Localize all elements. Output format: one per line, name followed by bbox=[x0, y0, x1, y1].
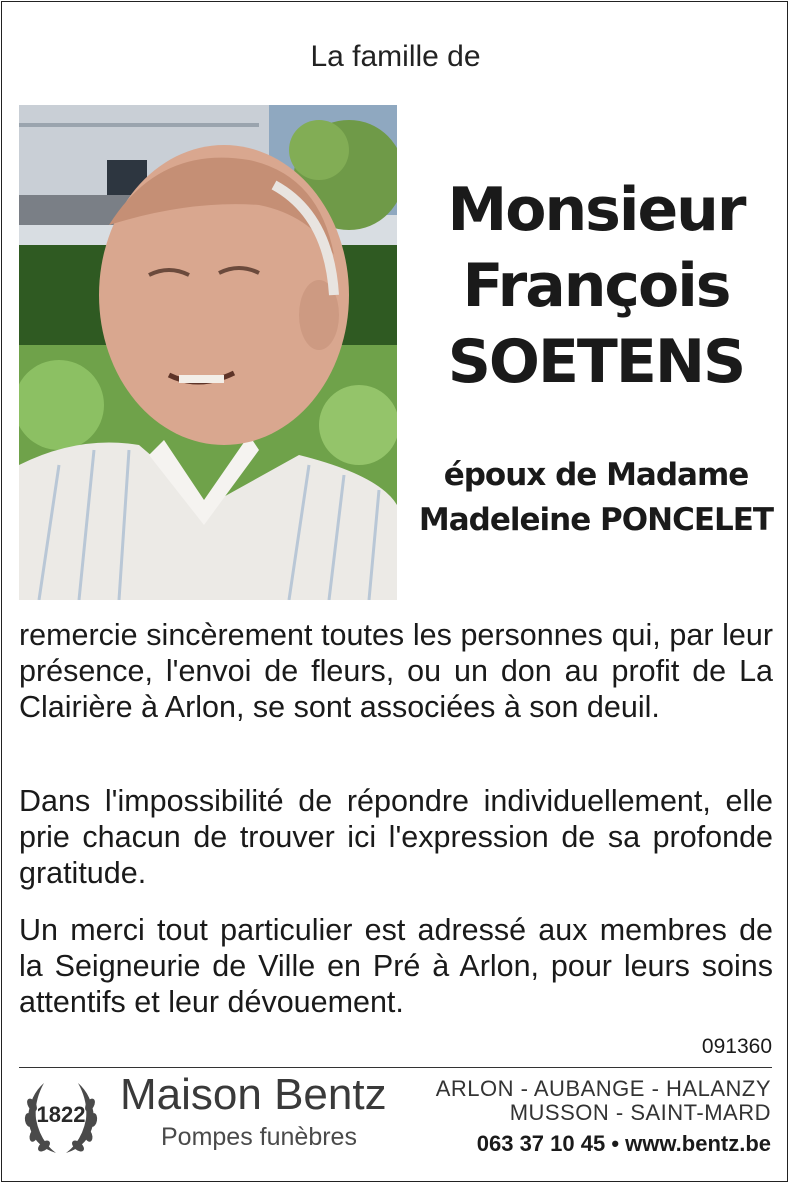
company-name: Maison Bentz bbox=[120, 1070, 387, 1119]
reference-number: 091360 bbox=[701, 1035, 772, 1058]
message-paragraph-2: Dans l'impossibilité de répondre individuellement, elle prie chacun de trouver ici l'expression de sa profonde gratitude. bbox=[19, 784, 773, 890]
spouse-line-2: Madeleine PONCELET bbox=[418, 502, 774, 538]
contact-info: 063 37 10 45 • www.bentz.be bbox=[476, 1131, 771, 1156]
company-subtitle: Pompes funèbres bbox=[161, 1123, 357, 1151]
message-paragraph-1: remercie sincèrement toutes les personnes qui, par leur présence, l'envoi de fleurs, ou un don au profit de La Clairière à Arlon, se sont associées à son deuil. bbox=[19, 618, 773, 724]
deceased-name bbox=[410, 172, 782, 400]
deceased-title: Monsieur bbox=[447, 175, 745, 245]
founding-year: 1822 bbox=[36, 1102, 86, 1127]
spouse-line-1: époux de Madame bbox=[443, 457, 749, 493]
deceased-last-name: SOETENS bbox=[447, 327, 745, 397]
towns-line-2: MUSSON - SAINT-MARD bbox=[509, 1100, 771, 1125]
intro-text: La famille de bbox=[310, 40, 481, 73]
portrait-photo bbox=[19, 105, 397, 600]
message-paragraph-3: Un merci tout particulier est adressé aux membres de la Seigneurie de Ville en Pré à Arlon, pour leurs soins attentifs et leur dévouement. bbox=[19, 913, 773, 1019]
spouse-info bbox=[410, 453, 782, 543]
footer-divider bbox=[19, 1067, 772, 1068]
towns-line-1: ARLON - AUBANGE - HALANZY bbox=[435, 1076, 771, 1101]
deceased-first-name: François bbox=[462, 251, 730, 321]
